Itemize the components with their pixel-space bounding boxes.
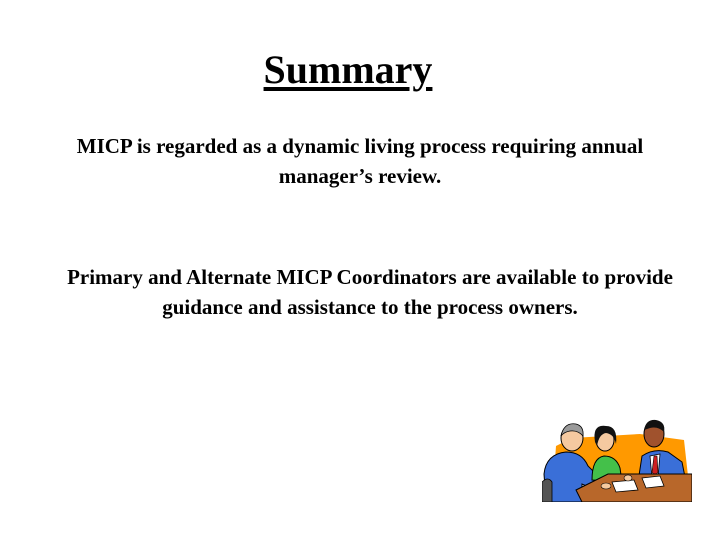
slide-title-text: Summary bbox=[263, 47, 433, 92]
summary-paragraph-1: MICP is regarded as a dynamic living process requiring annual manager’s review. bbox=[76, 134, 644, 188]
slide-title bbox=[0, 44, 696, 96]
meeting-clipart-icon bbox=[542, 416, 692, 502]
summary-paragraph-2: Primary and Alternate MICP Coordinators are available to provide guidance and assistance to the process owners. bbox=[67, 265, 673, 319]
